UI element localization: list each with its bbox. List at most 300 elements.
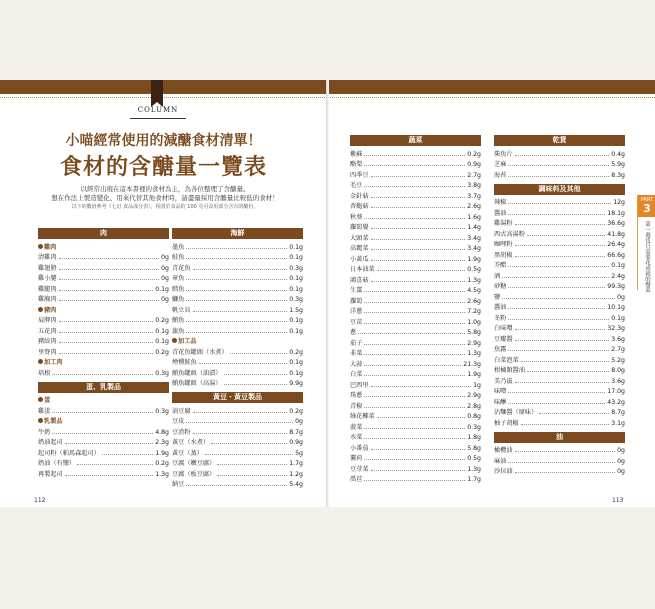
- carb-value: 1.7g: [289, 460, 303, 467]
- table-row: [172, 314, 303, 325]
- part-label: PART: [640, 197, 654, 203]
- table-row: [350, 336, 481, 347]
- dotted-leader: [508, 214, 605, 215]
- carb-value: 1.2g: [289, 470, 303, 478]
- dotted-leader: [364, 165, 465, 166]
- food-name: 橄欖油: [494, 447, 513, 454]
- food-name: 生薑: [350, 287, 363, 294]
- food-name: 白菜: [350, 371, 363, 378]
- food-name: 鮪魚: [172, 317, 185, 324]
- table-row: [494, 227, 625, 238]
- food-name: 鮪魚罐頭（油漬）: [172, 369, 222, 377]
- carb-value: 2.3g: [155, 439, 169, 446]
- table-row: [494, 395, 625, 406]
- food-name: 洋蔥: [350, 308, 363, 315]
- table-row: [494, 385, 625, 396]
- food-name: 豆瓣醬: [494, 335, 513, 343]
- food-name: 雞湯粉: [494, 220, 513, 227]
- food-name: 納豆: [172, 481, 185, 488]
- column-seafood-soy: [172, 228, 303, 488]
- carb-value: 1.9g: [467, 371, 481, 378]
- table-row: [494, 196, 625, 207]
- food-name: 大蒜: [350, 360, 363, 368]
- food-name: 水菜: [350, 434, 363, 441]
- table-row: [38, 293, 169, 304]
- table-row: [350, 420, 481, 431]
- food-name: 秋葵: [350, 213, 363, 221]
- table-row: [350, 347, 481, 358]
- table-row: [494, 353, 625, 364]
- section-header: 油: [494, 432, 625, 443]
- food-name: 雞翅膀: [38, 264, 57, 272]
- carb-value: 5.8g: [467, 329, 481, 336]
- table-row: [38, 366, 169, 377]
- food-name: 帆立貝: [172, 306, 191, 314]
- food-name: 辣椒: [494, 199, 507, 206]
- category-text: 加工品: [178, 338, 197, 345]
- food-name: 雞腿肉: [38, 285, 57, 293]
- table-row: [172, 240, 303, 251]
- carb-value: 0g: [617, 457, 625, 465]
- table-row: [38, 282, 169, 293]
- food-name: 茄子: [350, 339, 363, 347]
- carb-value: 5.8g: [467, 444, 481, 452]
- dotted-leader: [515, 472, 616, 473]
- table-row: [38, 345, 169, 356]
- table-row: [172, 251, 303, 262]
- category-label: [172, 335, 303, 346]
- part-tab-text: 第一週也只需要花成就的餐菜: [644, 221, 650, 293]
- dotted-leader: [59, 290, 154, 291]
- carb-value: 41.8g: [607, 230, 625, 238]
- carb-value: 0.9g: [289, 439, 303, 446]
- food-name: 小番茄: [350, 444, 369, 452]
- food-name: 萵苣: [350, 476, 363, 483]
- food-name: 雞蛋: [38, 407, 51, 415]
- category-label: [38, 415, 169, 426]
- carb-value: 0.1g: [611, 314, 625, 322]
- page-subtitle: 小喵經常使用的減醣食材清單！: [65, 133, 262, 149]
- dotted-leader: [515, 245, 606, 246]
- food-name: 墨魚: [172, 243, 185, 251]
- table-row: [38, 404, 169, 415]
- carb-value: 3.1g: [611, 419, 625, 427]
- carb-value: 43.2g: [607, 398, 625, 406]
- table-row: [350, 284, 481, 295]
- table-row: [350, 357, 481, 368]
- carb-value: 18.1g: [607, 209, 625, 217]
- food-name: 鹽: [494, 293, 501, 301]
- food-name: 蔥: [350, 329, 357, 336]
- food-name: 高麗菜: [350, 245, 369, 252]
- food-name: 起司粉（帕馬森起司）: [38, 449, 100, 457]
- food-name: 柴魚片: [494, 150, 513, 158]
- carb-value: 3.6g: [611, 377, 625, 385]
- carb-value: 5.2g: [611, 356, 625, 364]
- category-text: 加工肉: [44, 359, 63, 366]
- carb-value: 0.5g: [467, 455, 481, 462]
- dotted-leader: [371, 281, 466, 282]
- dotted-leader: [515, 340, 610, 341]
- dotted-leader: [508, 287, 605, 288]
- dotted-leader: [193, 311, 288, 312]
- dotted-leader: [59, 279, 160, 280]
- carb-value: 0g: [161, 296, 169, 303]
- carb-value: 0.2g: [155, 317, 169, 324]
- food-name: 煙燻鮭魚: [172, 359, 197, 366]
- food-name: 蘿蔔: [350, 297, 363, 305]
- carb-value: 2.7g: [611, 346, 625, 353]
- bullet-dot-icon: [38, 244, 43, 249]
- table-row: [494, 416, 625, 427]
- table-row: [350, 189, 481, 200]
- section-header: 黃豆・黃豆製品: [172, 392, 303, 403]
- dotted-leader: [521, 424, 609, 425]
- dotted-leader: [364, 396, 465, 397]
- dotted-leader: [102, 454, 153, 455]
- dotted-leader: [515, 224, 606, 225]
- part-tab[interactable]: [637, 195, 655, 293]
- food-name: 味噌: [494, 388, 507, 395]
- carb-value: 66.6g: [607, 251, 625, 259]
- food-name: 五花肉: [38, 327, 57, 335]
- table-row: [172, 446, 303, 457]
- carb-value: 0.1g: [155, 285, 169, 293]
- table-row: [172, 478, 303, 489]
- table-row: [172, 356, 303, 367]
- table-row: [350, 389, 481, 400]
- food-name: 酪梨: [350, 161, 363, 168]
- dotted-leader: [371, 386, 472, 387]
- food-name: 雞胸肉: [38, 296, 57, 303]
- food-name: 砂糖: [494, 283, 507, 290]
- carb-value: 0.3g: [289, 264, 303, 272]
- carb-value: 8.7g: [611, 409, 625, 416]
- carb-value: 5g: [295, 449, 303, 457]
- food-name: 白味噌: [494, 325, 513, 332]
- table-row: [38, 324, 169, 335]
- table-row: [172, 324, 303, 335]
- dotted-leader: [364, 302, 465, 303]
- section-header: 海鮮: [172, 228, 303, 239]
- food-name: 豆芽菜: [350, 465, 369, 473]
- food-name: 黃豆（水煮）: [172, 439, 210, 446]
- food-name: 白菜泡菜: [494, 356, 519, 364]
- dotted-leader: [539, 413, 609, 414]
- category-text: 豬肉: [44, 306, 57, 314]
- carb-value: 0.1g: [155, 338, 169, 345]
- food-name: 豆渣粉: [172, 428, 191, 436]
- food-name: 黑胡椒: [494, 251, 513, 259]
- food-name: 醬油: [494, 209, 507, 217]
- carb-value: 3.6g: [611, 335, 625, 343]
- food-name: 蘿蔔嬰: [350, 224, 369, 231]
- dotted-leader: [230, 353, 288, 354]
- dotted-leader: [371, 176, 466, 177]
- table-row: [38, 446, 169, 457]
- carb-value: 0.1g: [289, 243, 303, 251]
- dotted-leader: [371, 249, 466, 250]
- dotted-leader: [186, 248, 287, 249]
- food-name: 柑橘類醬油: [494, 367, 525, 374]
- food-name: 青花魚罐頭（水煮）: [172, 348, 228, 356]
- category-label: [38, 394, 169, 405]
- table-row: [494, 406, 625, 417]
- food-name: 珠蔥: [350, 392, 363, 399]
- food-name: 巴西里: [350, 381, 369, 389]
- food-name: 鮭魚: [172, 254, 185, 261]
- table-row: [494, 301, 625, 312]
- table-row: [172, 366, 303, 377]
- table-row: [350, 158, 481, 169]
- carb-value: 1.6g: [467, 213, 481, 221]
- table-row: [350, 179, 481, 190]
- food-name: 醬油: [494, 304, 507, 311]
- carb-value: 2.6g: [467, 297, 481, 305]
- table-row: [38, 425, 169, 436]
- table-row: [494, 465, 625, 476]
- carb-value: 3.8g: [467, 182, 481, 189]
- table-row: [494, 238, 625, 249]
- table-row: [172, 436, 303, 447]
- carb-value: 0.2g: [467, 150, 481, 158]
- carb-value: 0g: [617, 447, 625, 454]
- dotted-leader: [521, 361, 609, 362]
- dotted-leader: [371, 260, 466, 261]
- table-row: [172, 272, 303, 283]
- section-header: 調味料及其他: [494, 184, 625, 195]
- table-row: [172, 415, 303, 426]
- dotted-leader: [508, 392, 605, 393]
- food-name: 麻油: [494, 457, 507, 465]
- food-name: 培根: [38, 369, 51, 377]
- food-name: 杏鮑菇: [350, 203, 369, 210]
- dotted-leader: [371, 207, 466, 208]
- table-row: [172, 404, 303, 415]
- dotted-leader: [52, 412, 153, 413]
- carb-value: 3.7g: [467, 192, 481, 200]
- intro-line: 想在作法上製造變化、用來代替其他食材時，請盡量採用含醣量比較低的食材！: [51, 194, 279, 202]
- carb-value: 1.4g: [467, 224, 481, 231]
- carb-value: 32.3g: [607, 325, 625, 332]
- table-row: [350, 263, 481, 274]
- dotted-leader: [59, 258, 160, 259]
- dotted-leader: [364, 407, 465, 408]
- carb-value: 3.4g: [467, 245, 481, 252]
- section-header: 乾貨: [494, 135, 625, 146]
- table-row: [494, 280, 625, 291]
- table-row: [172, 457, 303, 468]
- table-row: [494, 168, 625, 179]
- food-name: 四季豆: [350, 171, 369, 179]
- dotted-leader: [508, 350, 609, 351]
- dotted-leader: [211, 443, 287, 444]
- dotted-leader: [527, 235, 605, 236]
- bullet-dot-icon: [38, 359, 43, 364]
- carb-value: 0.3g: [467, 423, 481, 431]
- food-name: 青花魚: [172, 264, 191, 272]
- carb-value: 0.2g: [289, 348, 303, 356]
- carb-value: 4.5g: [467, 287, 481, 294]
- food-name: 豆腐（板豆腐）: [172, 470, 216, 478]
- food-name: 魚露: [494, 346, 507, 353]
- carb-value: 0g: [617, 468, 625, 475]
- food-name: 青椒: [350, 402, 363, 410]
- column-vegetables: [350, 135, 481, 483]
- carb-value: 0.9g: [467, 161, 481, 168]
- table-row: [494, 217, 625, 228]
- carb-value: 26.4g: [607, 241, 625, 248]
- dotted-leader: [59, 269, 160, 270]
- food-name: 金針菇: [350, 192, 369, 200]
- carb-value: 21.3g: [463, 360, 481, 368]
- dotted-leader: [59, 332, 154, 333]
- carb-value: 0g: [295, 418, 303, 425]
- carb-value: 5.4g: [289, 481, 303, 488]
- dotted-leader: [508, 308, 605, 309]
- carb-value: 0.2g: [155, 348, 169, 356]
- dotted-leader: [371, 470, 466, 471]
- page-number-right: 113: [612, 497, 624, 504]
- food-name: 鮪魚罐頭（高湯）: [172, 380, 222, 387]
- table-row: [172, 377, 303, 388]
- food-name: 豆皮: [172, 418, 185, 425]
- food-name: 海苔: [494, 171, 507, 179]
- carb-value: 1.3g: [467, 350, 481, 357]
- dotted-leader: [364, 354, 465, 355]
- dotted-leader: [77, 464, 153, 465]
- dotted-leader: [364, 480, 465, 481]
- food-name: 奶油（有鹽）: [38, 460, 76, 467]
- food-name: 清雞肉: [38, 254, 57, 261]
- intro-text: [40, 185, 290, 212]
- table-row: [38, 457, 169, 468]
- carb-value: 1.3g: [467, 465, 481, 473]
- dotted-leader: [515, 451, 616, 452]
- dotted-leader: [371, 197, 466, 198]
- food-name: 美乃滋: [494, 377, 513, 385]
- food-name: 鱈魚: [172, 285, 185, 293]
- bullet-dot-icon: [172, 338, 177, 343]
- carb-value: 0.1g: [289, 254, 303, 261]
- table-row: [350, 168, 481, 179]
- dotted-leader: [364, 365, 461, 366]
- top-band-right: [328, 80, 655, 94]
- bullet-dot-icon: [38, 418, 43, 423]
- carb-value: 0g: [161, 254, 169, 261]
- category-label: [38, 240, 169, 251]
- dotted-leader: [186, 300, 287, 301]
- dotted-leader: [364, 155, 465, 156]
- table-row: [494, 454, 625, 465]
- carb-value: 2.6g: [467, 203, 481, 210]
- table-row: [350, 368, 481, 379]
- table-row: [350, 252, 481, 263]
- dotted-leader: [364, 312, 465, 313]
- food-name: 韭菜: [350, 350, 363, 357]
- dotted-leader: [193, 412, 288, 413]
- bullet-dot-icon: [38, 397, 43, 402]
- carb-value: 10.1g: [607, 304, 625, 311]
- dotted-leader: [217, 475, 287, 476]
- dotted-leader: [515, 382, 610, 383]
- carb-value: 1.3g: [467, 276, 481, 284]
- dotted-leader: [199, 363, 287, 364]
- table-row: [172, 467, 303, 478]
- dotted-leader: [59, 300, 160, 301]
- food-name: 牛奶: [38, 428, 51, 436]
- table-row: [350, 294, 481, 305]
- carb-value: 2.7g: [467, 171, 481, 179]
- food-name: 菠菜: [350, 423, 363, 431]
- dotted-leader: [508, 319, 609, 320]
- category-text: 蛋: [44, 397, 51, 404]
- dotted-leader: [508, 203, 611, 204]
- table-row: [350, 221, 481, 232]
- column-dry-seasoning-oil: [494, 135, 625, 475]
- food-name: 鴻喜菇: [350, 276, 369, 284]
- dotted-leader: [224, 374, 288, 375]
- carb-value: 0.5g: [467, 266, 481, 273]
- table-row: [494, 248, 625, 259]
- section-header: 蔬菜: [350, 135, 481, 146]
- carb-value: 0.3g: [155, 369, 169, 377]
- food-name: 章魚: [172, 275, 185, 282]
- dotted-leader: [59, 342, 154, 343]
- dotted-leader: [364, 438, 465, 439]
- category-label: [38, 356, 169, 367]
- carb-value: 9.9g: [289, 380, 303, 387]
- table-row: [350, 441, 481, 452]
- food-name: 日本油菜: [350, 266, 375, 273]
- food-name: 西式高湯粉: [494, 230, 525, 238]
- table-row: [494, 147, 625, 158]
- food-name: 芝麻: [494, 161, 507, 168]
- table-row: [494, 343, 625, 354]
- carb-value: 2.4g: [611, 272, 625, 280]
- table-row: [350, 378, 481, 389]
- table-row: [350, 452, 481, 463]
- table-row: [494, 332, 625, 343]
- food-name: 酒: [494, 272, 501, 280]
- table-row: [172, 425, 303, 436]
- table-row: [38, 251, 169, 262]
- dotted-leader: [377, 417, 465, 418]
- dotted-leader: [364, 344, 465, 345]
- table-row: [350, 305, 481, 316]
- food-name: 鰤魚: [172, 296, 185, 303]
- table-row: [38, 436, 169, 447]
- food-name: 豆苗: [350, 318, 363, 326]
- dotted-leader: [186, 258, 287, 259]
- food-name: 肩胛肉: [38, 317, 57, 324]
- carb-value: 0g: [617, 293, 625, 301]
- carb-value: 36.6g: [607, 220, 625, 227]
- table-row: [350, 147, 481, 158]
- table-row: [38, 261, 169, 272]
- carb-value: 8.0g: [611, 367, 625, 374]
- food-name: 黃豆（蒸）: [172, 449, 203, 457]
- table-row: [38, 314, 169, 325]
- dotted-leader: [193, 269, 288, 270]
- table-row: [494, 311, 625, 322]
- table-row: [172, 282, 303, 293]
- carb-value: 0.1g: [289, 285, 303, 293]
- carb-value: 1.8g: [467, 434, 481, 441]
- dotted-leader: [502, 277, 609, 278]
- table-row: [350, 242, 481, 253]
- food-name: 味醂: [494, 398, 507, 406]
